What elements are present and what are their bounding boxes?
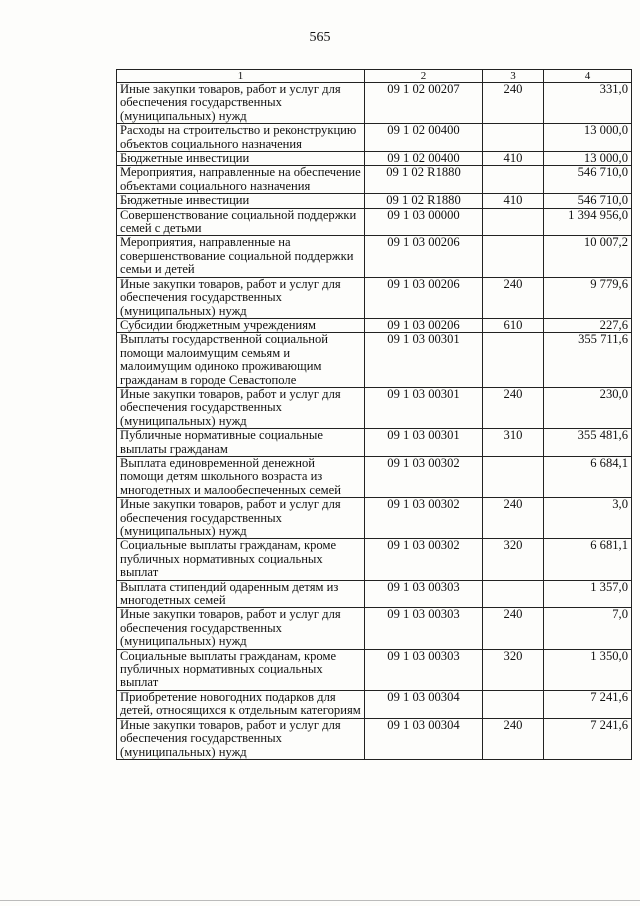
cell-code: 09 1 03 00304	[365, 718, 483, 759]
cell-amount: 7 241,6	[544, 718, 632, 759]
cell-type	[483, 456, 544, 497]
table-row	[117, 580, 632, 608]
cell-type: 240	[483, 387, 544, 428]
cell-type: 410	[483, 194, 544, 208]
cell-type	[483, 124, 544, 152]
cell-code: 09 1 02 00400	[365, 124, 483, 152]
cell-amount: 3,0	[544, 498, 632, 539]
cell-amount: 13 000,0	[544, 124, 632, 152]
table-row	[117, 124, 632, 152]
cell-code: 09 1 03 00301	[365, 333, 483, 388]
cell-type: 240	[483, 608, 544, 649]
cell-code: 09 1 02 R1880	[365, 166, 483, 194]
cell-amount: 355 711,6	[544, 333, 632, 388]
cell-name: Социальные выплаты гражданам, кроме публичных нормативных социальных выплат	[117, 649, 365, 690]
cell-amount: 6 684,1	[544, 456, 632, 497]
cell-code: 09 1 02 00207	[365, 83, 483, 124]
cell-code: 09 1 03 00206	[365, 277, 483, 318]
cell-name: Публичные нормативные социальные выплаты гражданам	[117, 429, 365, 457]
table-header-row	[117, 70, 632, 83]
cell-code: 09 1 03 00000	[365, 208, 483, 236]
cell-type: 240	[483, 277, 544, 318]
cell-type	[483, 690, 544, 718]
cell-code: 09 1 03 00303	[365, 580, 483, 608]
table-row	[117, 387, 632, 428]
cell-name: Иные закупки товаров, работ и услуг для обеспечения государственных (муниципальных) нужд	[117, 83, 365, 124]
cell-name: Бюджетные инвестиции	[117, 194, 365, 208]
column-header-amount: 4	[544, 70, 632, 83]
table-row	[117, 152, 632, 166]
cell-code: 09 1 03 00304	[365, 690, 483, 718]
column-header-code: 2	[365, 70, 483, 83]
cell-type	[483, 208, 544, 236]
cell-amount: 1 394 956,0	[544, 208, 632, 236]
cell-code: 09 1 03 00301	[365, 429, 483, 457]
cell-name: Приобретение новогодних подарков для детей, относящихся к отдельным категориям	[117, 690, 365, 718]
cell-type	[483, 236, 544, 277]
table-row	[117, 83, 632, 124]
cell-name: Бюджетные инвестиции	[117, 152, 365, 166]
cell-type	[483, 166, 544, 194]
cell-code: 09 1 03 00303	[365, 649, 483, 690]
cell-name: Расходы на строительство и реконструкцию объектов социального назначения	[117, 124, 365, 152]
table-row	[117, 236, 632, 277]
table-row	[117, 498, 632, 539]
table-row	[117, 429, 632, 457]
cell-amount: 7 241,6	[544, 690, 632, 718]
cell-code: 09 1 03 00302	[365, 456, 483, 497]
cell-name: Мероприятия, направленные на совершенствование социальной поддержки семьи и детей	[117, 236, 365, 277]
table-row	[117, 608, 632, 649]
table-row	[117, 539, 632, 580]
cell-amount: 7,0	[544, 608, 632, 649]
cell-code: 09 1 03 00302	[365, 539, 483, 580]
cell-code: 09 1 03 00206	[365, 318, 483, 332]
cell-amount: 546 710,0	[544, 166, 632, 194]
table-row	[117, 718, 632, 759]
cell-amount: 10 007,2	[544, 236, 632, 277]
table-row	[117, 333, 632, 388]
cell-type: 610	[483, 318, 544, 332]
cell-amount: 355 481,6	[544, 429, 632, 457]
table-row	[117, 690, 632, 718]
cell-type	[483, 580, 544, 608]
cell-amount: 546 710,0	[544, 194, 632, 208]
cell-name: Иные закупки товаров, работ и услуг для обеспечения государственных (муниципальных) нужд	[117, 277, 365, 318]
table-row	[117, 318, 632, 332]
cell-code: 09 1 03 00302	[365, 498, 483, 539]
cell-amount: 6 681,1	[544, 539, 632, 580]
cell-code: 09 1 02 00400	[365, 152, 483, 166]
cell-type: 310	[483, 429, 544, 457]
cell-name: Иные закупки товаров, работ и услуг для обеспечения государственных (муниципальных) нужд	[117, 608, 365, 649]
cell-amount: 230,0	[544, 387, 632, 428]
cell-name: Выплаты государственной социальной помощи малоимущим семьям и малоимущим одиноко проживающим гражданам в городе Севастополе	[117, 333, 365, 388]
cell-type: 240	[483, 83, 544, 124]
page-number: 565	[309, 30, 331, 45]
table-row	[117, 649, 632, 690]
cell-code: 09 1 02 R1880	[365, 194, 483, 208]
table-row	[117, 166, 632, 194]
page-bottom-border	[0, 900, 640, 901]
cell-amount: 331,0	[544, 83, 632, 124]
cell-amount: 1 357,0	[544, 580, 632, 608]
column-header-type: 3	[483, 70, 544, 83]
table-row	[117, 208, 632, 236]
table-row	[117, 277, 632, 318]
cell-code: 09 1 03 00206	[365, 236, 483, 277]
cell-type	[483, 333, 544, 388]
table-row	[117, 194, 632, 208]
cell-name: Совершенствование социальной поддержки семей с детьми	[117, 208, 365, 236]
cell-amount: 227,6	[544, 318, 632, 332]
cell-name: Иные закупки товаров, работ и услуг для обеспечения государственных (муниципальных) нужд	[117, 718, 365, 759]
cell-type: 320	[483, 649, 544, 690]
cell-name: Субсидии бюджетным учреждениям	[117, 318, 365, 332]
budget-table	[116, 69, 632, 760]
cell-name: Мероприятия, направленные на обеспечение объектами социального назначения	[117, 166, 365, 194]
cell-name: Иные закупки товаров, работ и услуг для обеспечения государственных (муниципальных) нужд	[117, 498, 365, 539]
cell-code: 09 1 03 00301	[365, 387, 483, 428]
cell-name: Иные закупки товаров, работ и услуг для обеспечения государственных (муниципальных) нужд	[117, 387, 365, 428]
cell-type: 240	[483, 718, 544, 759]
column-header-name: 1	[117, 70, 365, 83]
cell-amount: 9 779,6	[544, 277, 632, 318]
cell-type: 320	[483, 539, 544, 580]
cell-code: 09 1 03 00303	[365, 608, 483, 649]
cell-name: Социальные выплаты гражданам, кроме публичных нормативных социальных выплат	[117, 539, 365, 580]
table-row	[117, 456, 632, 497]
cell-amount: 1 350,0	[544, 649, 632, 690]
cell-name: Выплата стипендий одаренным детям из многодетных семей	[117, 580, 365, 608]
cell-type: 410	[483, 152, 544, 166]
cell-type: 240	[483, 498, 544, 539]
cell-name: Выплата единовременной денежной помощи детям школьного возраста из многодетных и малообеспеченных семей	[117, 456, 365, 497]
cell-amount: 13 000,0	[544, 152, 632, 166]
table-body	[117, 83, 632, 760]
